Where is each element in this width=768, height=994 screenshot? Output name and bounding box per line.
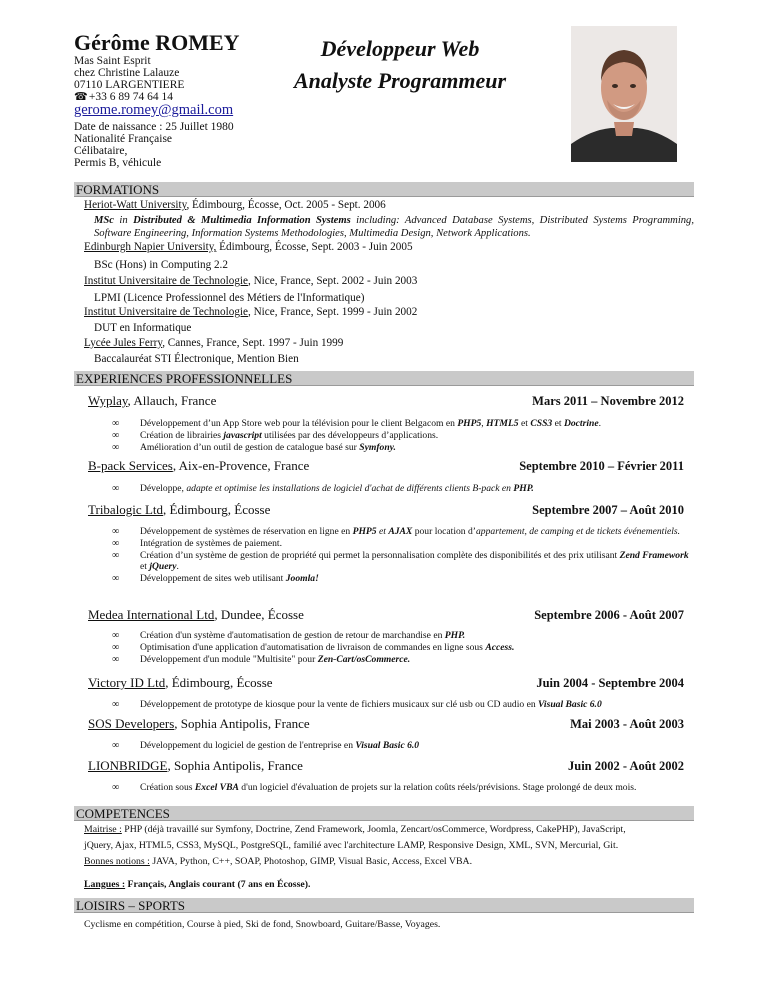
company-name: LIONBRIDGE [88, 758, 168, 773]
skills-mastery-label: Maitrise : [84, 824, 122, 835]
job-header [88, 758, 684, 774]
degree: Baccalauréat STI Électronique, Mention Bien [94, 353, 299, 365]
formation-details: , Cannes, France, Sept. 1997 - Juin 1999 [162, 337, 344, 349]
driving-licence: Permis B, véhicule [74, 157, 162, 169]
msc-modules: including: Advanced Database Systems, Distributed Systems Programming, Software Engineering, Information Systems Methodologies, Multimedia Design, Network Applications. [94, 215, 695, 239]
msc-in: in [114, 215, 134, 226]
job-dates: Septembre 2010 – Février 2011 [519, 459, 684, 473]
birth-date: Date de naissance : 25 Juillet 1980 [74, 121, 234, 133]
company-name: SOS Developers [88, 716, 175, 731]
address-line: 07110 LARGENTIERE [74, 79, 185, 91]
formation-5 [84, 337, 343, 350]
list-item: ∞ Développement de systèmes de réservation en ligne en PHP5 et AJAX pour location d’appartement, de camping et de tickets événementiels. [112, 526, 692, 538]
job-dates: Septembre 2007 – Août 2010 [532, 503, 684, 517]
list-item: ∞ Développement d'un module "Multisite" pour Zen-Cart/osCommerce. [112, 654, 692, 666]
job-location: , Dundee, Écosse [214, 607, 304, 622]
section-loisirs: LOISIRS – SPORTS [74, 898, 694, 913]
formation-details: Édimbourg, Écosse, Sept. 2003 - Juin 2005 [216, 241, 413, 253]
company-name: Victory ID Ltd [88, 675, 166, 690]
formation-details: , Nice, France, Sept. 1999 - Juin 2002 [247, 306, 418, 318]
msc-description [94, 214, 694, 240]
section-formations: FORMATIONS [74, 182, 694, 197]
job-header [88, 607, 684, 623]
languages-label: Langues : [84, 879, 126, 890]
skills-mastery-continued: jQuery, Ajax, HTML5, CSS3, MySQL, PostgreSQL, familié avec l'architecture LAMP, Responsive Design, XML, SVN, Mercurial, Git. [84, 840, 619, 851]
job-location: , Aix-en-Provence, France [172, 458, 310, 473]
job-header [88, 502, 684, 518]
section-experiences: EXPERIENCES PROFESSIONNELLES [74, 371, 694, 386]
job-tasks [112, 483, 692, 495]
school-name: Edinburgh Napier University, [84, 241, 217, 253]
list-item: ∞ Développe, adapte et optimise les installations de logiciel d'achat de différents clients B-pack en PHP. [112, 483, 692, 495]
list-item: ∞ Création sous Excel VBA d'un logiciel d'évaluation de projets sur la relation coûts réels/prévisions. Stage prolongé de deux mois. [112, 782, 692, 794]
school-name: Lycée Jules Ferry [84, 337, 163, 349]
job-header [88, 393, 684, 409]
job-tasks [112, 630, 692, 665]
job-dates: Mars 2011 – Novembre 2012 [532, 394, 684, 408]
email-link[interactable]: gerome.romey@gmail.com [74, 102, 234, 118]
list-item: ∞ Amélioration d’un outil de gestion de catalogue basé sur Symfony. [112, 442, 692, 454]
job-location: , Édimbourg, Écosse [165, 675, 273, 690]
company-name: Tribalogic Ltd [88, 502, 163, 517]
msc-degree: MSc [94, 215, 115, 226]
job-subtitle: Analyste Programmeur [293, 68, 507, 93]
school-name: Institut Universitaire de Technologie [84, 306, 248, 318]
job-location: , Édimbourg, Écosse [163, 502, 271, 517]
job-dates: Septembre 2006 - Août 2007 [534, 608, 684, 622]
job-location: , Sophia Antipolis, France [174, 716, 310, 731]
list-item: ∞ Intégration de systèmes de paiement. [112, 538, 692, 550]
address-line: chez Christine Lalauze [74, 67, 180, 79]
degree: LPMI (Licence Professionnel des Métiers de l'Informatique) [94, 292, 365, 304]
address-line: Mas Saint Esprit [74, 55, 151, 67]
job-location: , Sophia Antipolis, France [167, 758, 303, 773]
skills-notions-label: Bonnes notions : [84, 856, 150, 867]
company-name: Medea International Ltd [88, 607, 215, 622]
degree: BSc (Hons) in Computing 2.2 [94, 259, 228, 271]
job-tasks [112, 418, 692, 453]
job-header [88, 458, 684, 474]
skills-notions [84, 856, 472, 868]
list-item: ∞ Développement du logiciel de gestion de l'entreprise en Visual Basic 6.0 [112, 740, 692, 752]
formation-3 [84, 275, 417, 288]
job-location: , Allauch, France [127, 393, 217, 408]
degree: DUT en Informatique [94, 322, 192, 334]
list-item: ∞ Création d'un système d'automatisation de gestion de retour de marchandise en PHP. [112, 630, 692, 642]
skills-mastery-text: PHP (déjà travaillé sur Symfony, Doctrine, Zend Framework, Joomla, Zencart/osCommerce, Wordpress, CakePHP), JavaScript, [121, 824, 626, 835]
skills-mastery [84, 824, 626, 836]
list-item: ∞ Développement de prototype de kiosque pour la vente de fichiers musicaux sur clé usb ou CD audio en Visual Basic 6.0 [112, 699, 692, 711]
languages [84, 879, 310, 891]
formation-details: , Nice, France, Sept. 2002 - Juin 2003 [247, 275, 418, 287]
profile-photo [571, 26, 677, 162]
formation-2 [84, 241, 413, 254]
phone-icon: ☎ [74, 91, 88, 103]
formation-4 [84, 306, 417, 319]
job-tasks [112, 699, 692, 711]
hobbies-text: Cyclisme en compétition, Course à pied, Ski de fond, Snowboard, Guitare/Basse, Voyages. [84, 919, 441, 930]
languages-text: Français, Anglais courant (7 ans en Écosse). [125, 879, 311, 890]
phone-number: +33 6 89 74 64 14 [88, 91, 173, 103]
nationality: Nationalité Française [74, 133, 173, 145]
job-dates: Mai 2003 - Août 2003 [570, 717, 684, 731]
list-item: ∞ Développement de sites web utilisant Joomla! [112, 573, 692, 585]
job-tasks [112, 782, 692, 794]
company-name: Wyplay [88, 393, 128, 408]
list-item: ∞ Développement d’un App Store web pour la télévision pour le client Belgacom en PHP5, HTML5 et CSS3 et Doctrine. [112, 418, 692, 430]
skills-notions-text: JAVA, Python, C++, SOAP, Photoshop, GIMP, Visual Basic, Access, Excel VBA. [149, 856, 473, 867]
msc-programme: Distributed & Multimedia Information Systems [133, 215, 351, 226]
list-item: ∞ Création d’un système de gestion de propriété qui permet la personnalisation complète des disponibilités et des prix utilisant Zend Framework et jQuery. [112, 550, 692, 574]
list-item: ∞ Optimisation d'une application d'automatisation de livraison de commandes en ligne sous Access. [112, 642, 692, 654]
job-dates: Juin 2002 - Août 2002 [568, 759, 684, 773]
job-tasks [112, 526, 692, 585]
job-title: Développeur Web [320, 36, 480, 61]
job-tasks [112, 740, 692, 752]
school-name: Institut Universitaire de Technologie [84, 275, 248, 287]
candidate-name: Gérôme ROMEY [74, 30, 240, 55]
company-name: B-pack Services [88, 458, 173, 473]
section-competences: COMPETENCES [74, 806, 694, 821]
job-header [88, 716, 684, 732]
formation-1 [84, 199, 386, 212]
list-item: ∞ Création de librairies javascript utilisées par des développeurs d’applications. [112, 430, 692, 442]
formation-details: , Édimbourg, Écosse, Oct. 2005 - Sept. 2006 [186, 199, 386, 211]
school-name: Heriot-Watt University [84, 199, 187, 211]
job-header [88, 675, 684, 691]
job-dates: Juin 2004 - Septembre 2004 [536, 676, 684, 690]
marital-status: Célibataire, [74, 145, 128, 157]
